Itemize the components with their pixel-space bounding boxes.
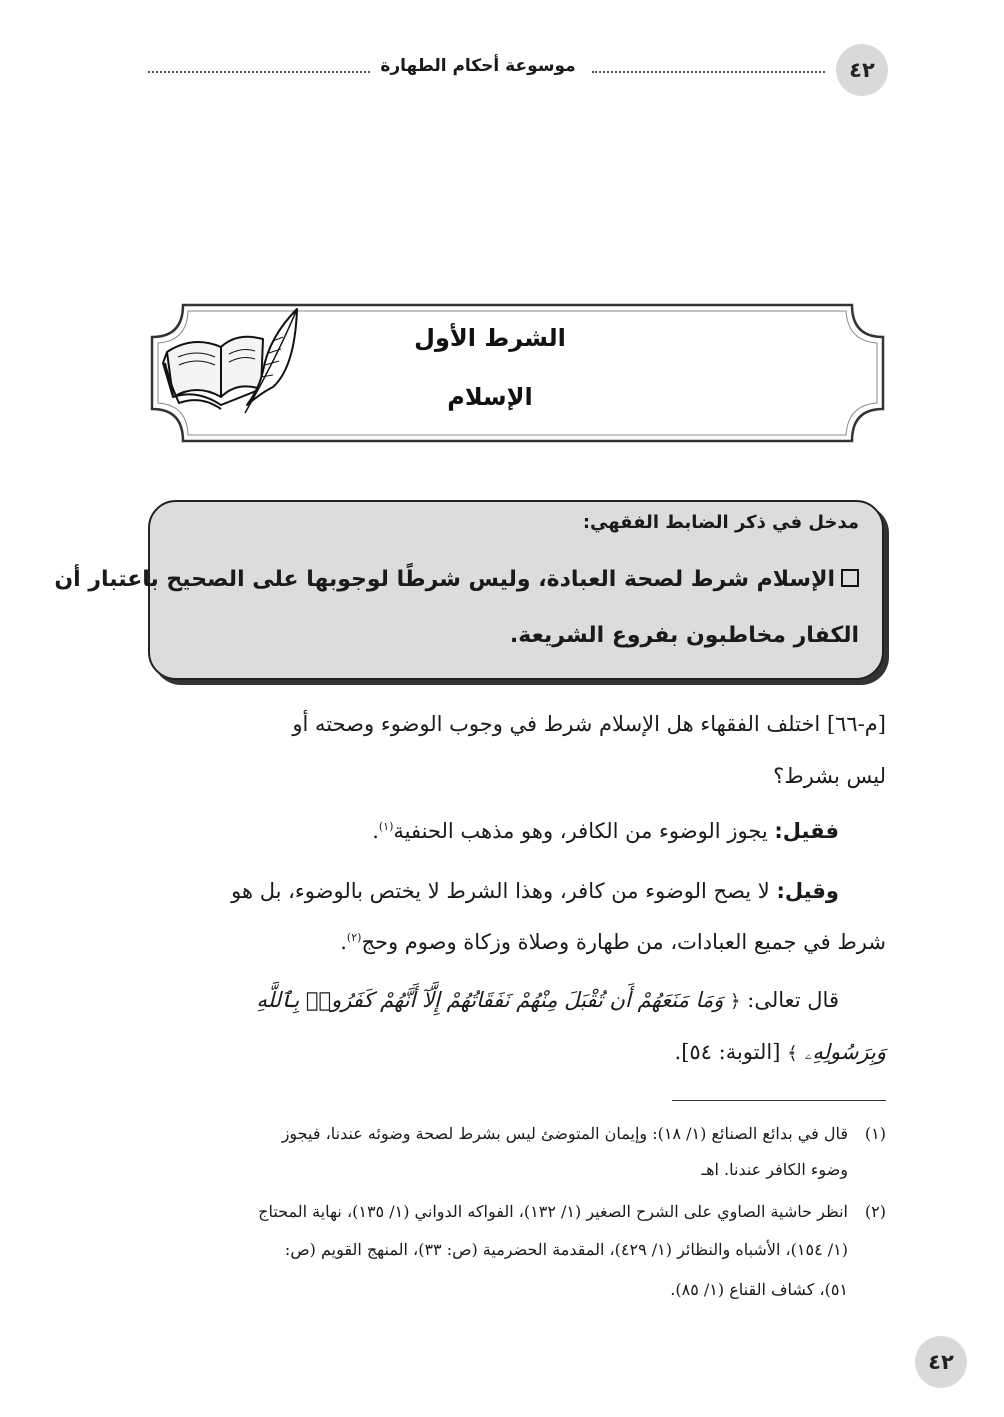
- footnote-2-line1: [258, 1202, 886, 1221]
- verse-intro: قال تعالى:: [747, 988, 839, 1012]
- header-dotted-rule-right: [592, 71, 825, 73]
- chapter-subheading: الإسلام: [447, 383, 533, 411]
- footnote-2-number: (٢): [864, 1202, 886, 1221]
- para2: [372, 819, 839, 843]
- footnote-2-text-1: انظر حاشية الصاوي على الشرح الصغير (١/ ١٣٢)، الفواكه الدواني (١/ ١٣٥)، نهاية المحتاج: [258, 1202, 848, 1221]
- para3-end: .: [340, 930, 347, 954]
- rule-box-line-2: الكفار مخاطبون بفروع الشريعة.: [509, 623, 859, 648]
- para3-line1: [231, 879, 839, 903]
- para3-line2: [340, 930, 886, 954]
- footnote-2-line2: (١/ ١٥٤)، الأشباه والنظائر (١/ ٤٢٩)، المقدمة الحضرمية (ص: ٣٣)، المنهج القويم (ص:: [284, 1240, 848, 1259]
- para2-end: .: [372, 819, 379, 843]
- verse-line1: [256, 988, 839, 1012]
- footnote-2-line3: ٥١)، كشاف القناع (١/ ٨٥).: [670, 1280, 848, 1299]
- para1-line2: ليس بشرط؟: [773, 764, 886, 788]
- verse-text-line1: وَمَا مَنَعَهُمْ أَن تُقْبَلَ مِنْهُمْ نَفَقَاتُهُمْ إِلَّآ أَنَّهُمْ كَفَرُوا۟ بِٱللَّهِ: [256, 988, 724, 1012]
- para3-lead: وقيل:: [776, 879, 839, 903]
- checkbox-icon: [841, 569, 859, 587]
- footnote-separator: [672, 1100, 886, 1101]
- verse-reference: [التوبة: ٥٤].: [674, 1040, 781, 1064]
- rule-box-heading: مدخل في ذكر الضابط الفقهي:: [582, 512, 859, 533]
- header-page-number: [836, 44, 888, 96]
- verse-line2: [675, 1040, 886, 1065]
- footnote-ref-1[interactable]: (١): [378, 820, 394, 833]
- rule-box-line-1-text: الإسلام شرط لصحة العبادة، وليس شرطًا لوجوبها على الصحيح باعتبار أن: [54, 567, 835, 592]
- para1-line1: [م-٦٦] اختلف الفقهاء هل الإسلام شرط في وجوب الوضوء وصحته أو: [292, 712, 886, 736]
- verse-open-bracket: ﴿: [730, 991, 741, 1012]
- footnote-1-line2: وضوء الكافر عندنا. اهـ: [701, 1160, 848, 1179]
- para2-lead: فقيل:: [774, 819, 839, 843]
- footer-page-number: [915, 1336, 967, 1388]
- rule-box-line-1: [54, 567, 859, 592]
- header-dotted-rule-left: [148, 71, 370, 73]
- para3-line2-text: شرط في جميع العبادات، من طهارة وصلاة وزكاة وصوم وحج: [361, 930, 886, 954]
- footer-page-number-text: ٤٢: [928, 1350, 954, 1374]
- verse-text-line2: وَبِرَسُولِهِۦ: [804, 1040, 886, 1064]
- footnote-1-line1: [282, 1124, 886, 1143]
- running-title: موسوعة أحكام الطهارة: [380, 56, 576, 76]
- footnote-ref-2[interactable]: (٢): [346, 931, 362, 944]
- chapter-heading: الشرط الأول: [414, 324, 566, 352]
- footnote-1-text-1: قال في بدائع الصنائع (١/ ١٨): وإيمان المتوضئ ليس بشرط لصحة وضوئه عندنا، فيجوز: [281, 1124, 848, 1143]
- verse-close-bracket: ﴾: [787, 1043, 798, 1064]
- header-page-number-text: ٤٢: [849, 58, 875, 82]
- title-frame: [145, 297, 890, 449]
- footnote-1-number: (١): [864, 1124, 886, 1143]
- para3-line1-text: لا يصح الوضوء من كافر، وهذا الشرط لا يختص بالوضوء، بل هو: [231, 879, 770, 903]
- para2-text: يجوز الوضوء من الكافر، وهو مذهب الحنفية: [393, 819, 768, 843]
